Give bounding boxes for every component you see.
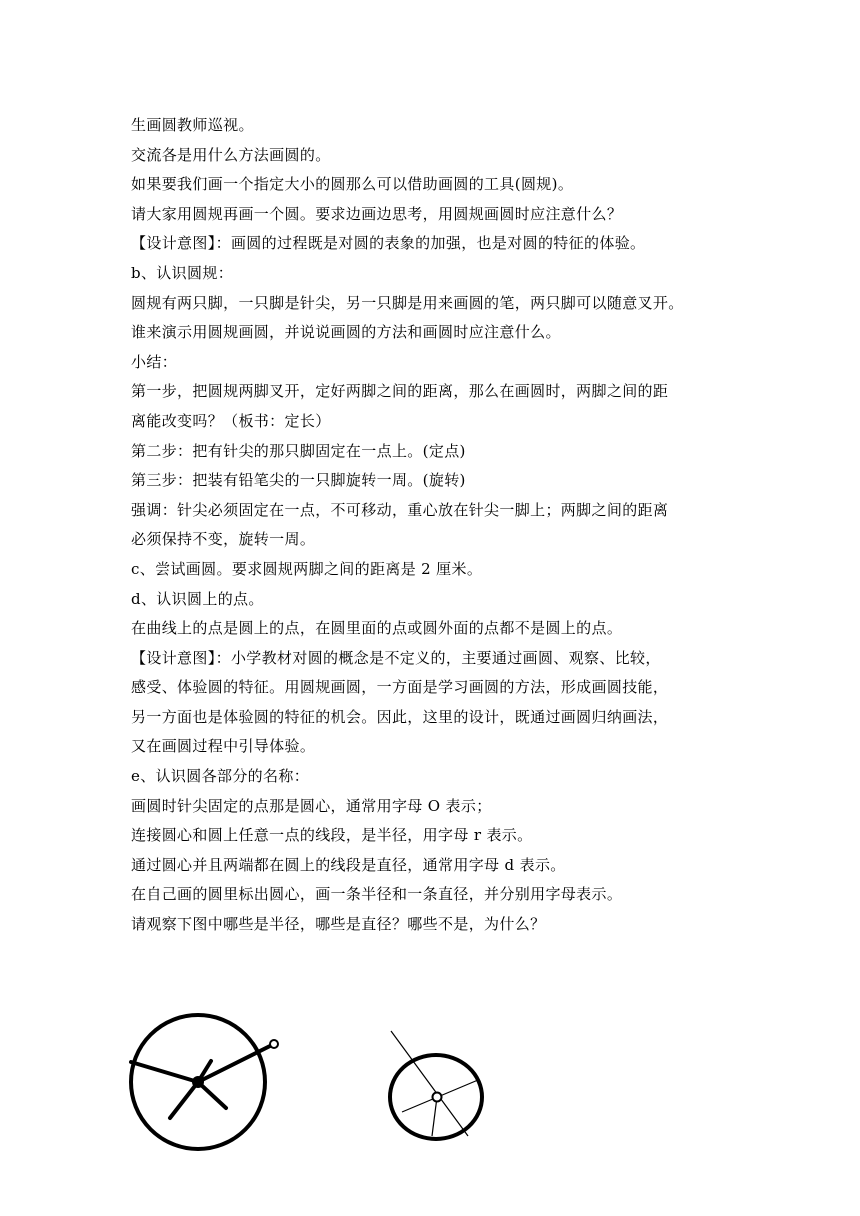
text-line: 生画圆教师巡视。 bbox=[131, 116, 254, 134]
figures-svg bbox=[0, 1000, 860, 1160]
text-line: 又在画圆过程中引导体验。 bbox=[131, 737, 316, 756]
segment-radius-left bbox=[131, 1062, 198, 1082]
text-line: 谁来演示用圆规画圆，并说说画圆的方法和画圆时应注意什么。 bbox=[131, 323, 561, 342]
text-line: 另一方面也是体验圆的特征的机会。因此，这里的设计，既通过画圆归纳画法， bbox=[131, 707, 669, 726]
text-line: 第一步，把圆规两脚叉开，定好两脚之间的距离，那么在画圆时，两脚之间的距 bbox=[131, 382, 669, 401]
text-line: 在曲线上的点是圆上的点，在圆里面的点或圆外面的点都不是圆上的点。 bbox=[131, 619, 623, 638]
right-circle-figure bbox=[390, 1031, 482, 1139]
text-line: 小结： bbox=[131, 352, 178, 371]
text-line: 第三步：把装有铅笔尖的一只脚旋转一周。(旋转) bbox=[131, 471, 466, 490]
text-line: 如果要我们画一个指定大小的圆那么可以借助画圆的工具(圆规)。 bbox=[131, 175, 574, 194]
text-line: b、认识圆规： bbox=[131, 263, 234, 282]
open-endpoint bbox=[270, 1040, 278, 1048]
text-line: 交流各是用什么方法画圆的。 bbox=[131, 145, 331, 164]
text-line: 必须保持不变，旋转一周。 bbox=[131, 530, 316, 549]
left-circle-figure bbox=[131, 1015, 278, 1149]
text-line: 圆规有两只脚，一只脚是针尖，另一只脚是用来画圆的笔，两只脚可以随意叉开。 bbox=[131, 293, 684, 312]
text-body bbox=[131, 111, 741, 940]
text-line: 【设计意图】：小学教材对圆的概念是不定义的，主要通过画圆、观察、比较， bbox=[131, 648, 661, 667]
text-line: 请观察下图中哪些是半径，哪些是直径？哪些不是，为什么？ bbox=[131, 915, 546, 934]
segment-lower bbox=[170, 1082, 198, 1118]
text-line: e、认识圆各部分的名称： bbox=[131, 767, 310, 786]
text-line: 离能改变吗？（板书：定长） bbox=[131, 411, 331, 430]
text-line: 通过圆心并且两端都在圆上的线段是直径，通常用字母 d 表示。 bbox=[131, 855, 566, 874]
right-center-point bbox=[433, 1093, 442, 1102]
text-line: c、尝试画圆。要求圆规两脚之间的距离是 2 厘米。 bbox=[131, 559, 483, 578]
geometry-figures bbox=[0, 1000, 860, 1160]
text-line: 画圆时针尖固定的点那是圆心，通常用字母 O 表示； bbox=[131, 796, 492, 815]
text-line: 感受、体验圆的特征。用圆规画圆，一方面是学习画圆的方法，形成画圆技能， bbox=[131, 678, 669, 697]
text-line: 第二步：把有针尖的那只脚固定在一点上。(定点) bbox=[131, 441, 466, 460]
text-line: d、认识圆上的点。 bbox=[131, 589, 264, 608]
text-line: 强调：针尖必须固定在一点，不可移动，重心放在针尖一脚上；两脚之间的距离 bbox=[131, 500, 669, 519]
text-line: 【设计意图】：画圆的过程既是对圆的表象的加强，也是对圆的特征的体验。 bbox=[131, 234, 646, 253]
text-line: 在自己画的圆里标出圆心，画一条半径和一条直径，并分别用字母表示。 bbox=[131, 885, 623, 904]
text-line: 请大家用圆规再画一个圆。要求边画边思考，用圆规画圆时应注意什么？ bbox=[131, 204, 623, 223]
center-point bbox=[192, 1076, 204, 1088]
text-line: 连接圆心和圆上任意一点的线段，是半径，用字母 r 表示。 bbox=[131, 826, 533, 845]
line-diagonal bbox=[391, 1031, 468, 1136]
line-radius bbox=[432, 1097, 437, 1136]
